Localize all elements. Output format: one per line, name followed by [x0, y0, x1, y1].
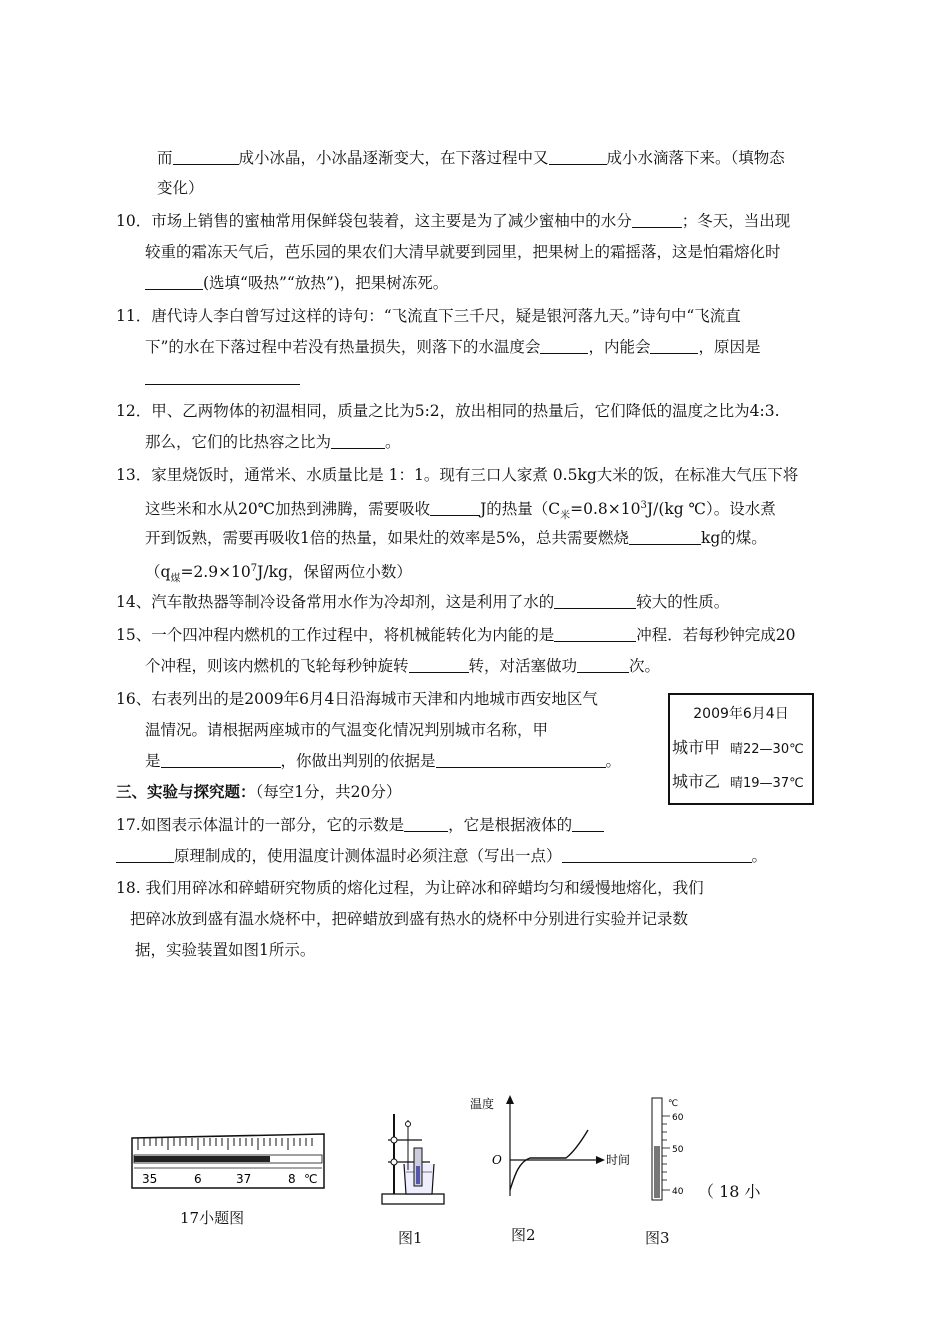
q10-line1: 10．市场上销售的蜜柚常用保鲜袋包装着，这主要是为了减少蜜柚中的水分 ；冬天，当出现	[116, 212, 791, 230]
clinical-thermometer-figure	[128, 1130, 328, 1192]
q13-line2: 这些米和水从20℃加热到沸腾，需要吸收 J的热量（$C_米=0.8\times 10^3J/(kg$ ℃）。设水煮	[145, 500, 776, 522]
section-note: （每空1分，共20分）	[255, 783, 402, 801]
tick-label: 60	[672, 1113, 684, 1123]
weather-date: 2009年6月4日	[693, 706, 789, 722]
q17-line2: 原理制成的，使用温度计测体温时必须注意（写出一点） 。	[116, 845, 767, 867]
blank[interactable]	[430, 499, 480, 516]
q18-line3: 据，实验装置如图1所示。	[135, 941, 316, 959]
q18-line2: 把碎冰放到盛有温水烧杯中，把碎蜡放到盛有热水的烧杯中分别进行实验并记录数	[130, 910, 689, 928]
q15-line2: 个冲程，则该内燃机的飞轮每秒钟旋转 转，对活塞做功 次。	[145, 657, 661, 675]
blank[interactable]	[632, 211, 682, 228]
tick-label: 8	[288, 1172, 296, 1186]
figure2-caption: 图2	[511, 1226, 536, 1244]
thermometer-figure	[640, 1094, 700, 1204]
q13-line4: （$q_煤=2.9\times 10^7J/kg$，保留两位小数）	[145, 563, 412, 585]
blank[interactable]	[650, 337, 698, 354]
weather-row-city-b	[672, 769, 804, 792]
section3-heading	[116, 781, 401, 803]
y-axis-label: 温度	[470, 1097, 495, 1111]
blank[interactable]	[562, 846, 752, 863]
figure1-caption: 图1	[398, 1229, 423, 1247]
q16-line2: 温情况。请根据两座城市的气温变化情况判别城市名称，甲	[145, 721, 549, 739]
blank[interactable]	[145, 368, 300, 385]
blank[interactable]	[116, 846, 174, 863]
q10-line3: (选填“吸热”“放热”)，把果树冻死。	[145, 272, 448, 294]
section-title: 三、实验与探究题：	[116, 782, 256, 801]
blank[interactable]	[549, 148, 607, 165]
q15-line1: 15、一个四冲程内燃机的工作过程中，将机械能转化为内能的是 冲程．若每秒钟完成20	[116, 626, 796, 644]
q17-line1: 17.如图表示体温计的一部分，它的示数是 ，它是根据液体的	[116, 814, 604, 836]
blank[interactable]	[629, 528, 701, 545]
tick-label: 37	[236, 1172, 252, 1186]
city-weather: 晴22—30℃	[730, 742, 804, 757]
q12-line1: 12．甲、乙两物体的初温相同，质量之比为5:2，放出相同的热量后，它们降低的温度之比为4:3.	[116, 402, 780, 420]
blank[interactable]	[572, 815, 604, 832]
q16-line1: 16、右表列出的是2009年6月4日沿海城市天津和内地城市西安地区气	[116, 690, 598, 708]
tick-label: 40	[672, 1187, 684, 1197]
unit-label: ℃	[668, 1099, 679, 1109]
blank[interactable]	[409, 656, 469, 673]
blank[interactable]	[436, 751, 606, 768]
q9-line2: 变化）	[157, 179, 204, 197]
x-axis-label: 时间	[606, 1153, 631, 1167]
weather-row-city-a	[672, 735, 804, 758]
blank[interactable]	[577, 656, 629, 673]
blank[interactable]	[145, 273, 203, 290]
q16-line3: 是 ，你做出判别的依据是 。	[145, 752, 622, 770]
city-weather: 晴19—37℃	[730, 776, 804, 791]
city-name: 城市甲	[672, 738, 721, 757]
temperature-time-graph	[470, 1092, 640, 1202]
heating-apparatus-figure	[378, 1110, 448, 1208]
trailing-text: （ 18 小	[698, 1182, 761, 1201]
unit-label: ℃	[304, 1172, 318, 1186]
q12-line2: 那么，它们的比热容之比为 。	[145, 433, 401, 451]
blank[interactable]	[554, 625, 636, 642]
q13-line3: 开到饭熟，需要再吸收1倍的热量，如果灶的效率是5%，总共需要燃烧 kg的煤。	[145, 529, 767, 547]
blank[interactable]	[331, 432, 385, 449]
figure3-caption: 图3	[645, 1229, 670, 1247]
blank[interactable]	[173, 148, 239, 165]
q11-line1: 11．唐代诗人李白曾写过这样的诗句：“飞流直下三千尺，疑是银河落九天。”诗句中“飞流直	[116, 307, 741, 325]
blank[interactable]	[161, 751, 281, 768]
blank[interactable]	[540, 337, 588, 354]
blank[interactable]	[554, 592, 636, 609]
q18-line1: 18. 我们用碎冰和碎蜡研究物质的熔化过程，为让碎冰和碎蜡均匀和缓慢地熔化，我们	[116, 879, 704, 897]
tick-label: 35	[142, 1172, 158, 1186]
q9-line1: 而 成小冰晶，小冰晶逐渐变大，在下落过程中又 成小水滴落下来。（填物态	[157, 149, 785, 167]
q14-line: 14、汽车散热器等制冷设备常用水作为冷却剂，这是利用了水的 较大的性质。	[116, 593, 730, 611]
q11-line3	[145, 367, 300, 389]
weather-table	[668, 693, 814, 805]
q13-line1: 13．家里烧饭时，通常米、水质量比是 1：1。现有三口人家煮 0.5kg大米的饭，在标准大气压下将	[116, 466, 799, 484]
figure17-caption: 17小题图	[180, 1209, 245, 1227]
q11-line2: 下”的水在下落过程中若没有热量损失，则落下的水温度会 ，内能会 ，原因是	[145, 338, 761, 356]
origin-label: O	[492, 1153, 502, 1167]
blank[interactable]	[404, 815, 448, 832]
tick-label: 50	[672, 1145, 684, 1155]
q10-line2: 较重的霜冻天气后，芭乐园的果农们大清早就要到园里，把果树上的霜摇落，这是怕霜熔化时	[145, 243, 781, 261]
tick-label: 6	[194, 1172, 202, 1186]
city-name: 城市乙	[672, 772, 721, 791]
